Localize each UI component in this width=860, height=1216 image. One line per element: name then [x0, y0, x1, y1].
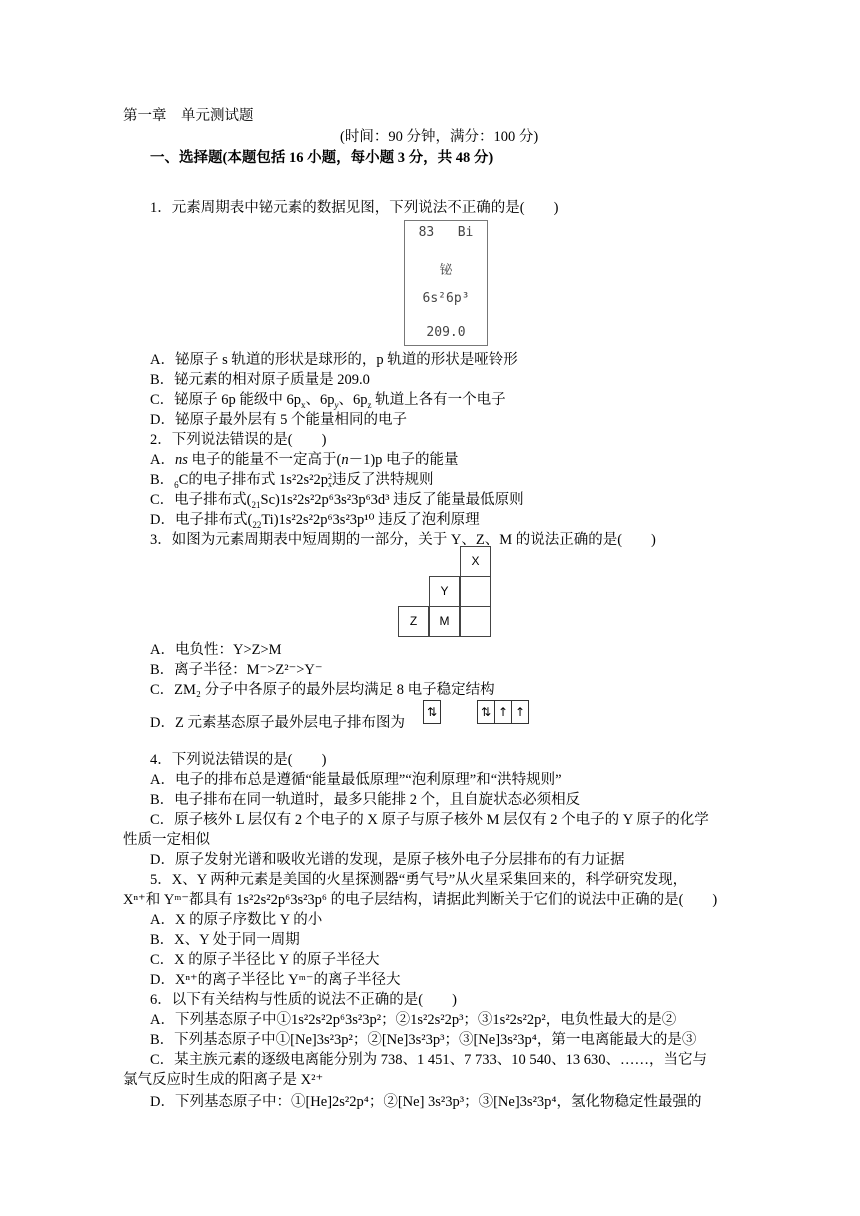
- q5-option-a: A．X 的原子序数比 Y 的小: [150, 912, 323, 928]
- cell-y: Y: [429, 576, 460, 607]
- q6-option-c-line2: 氯气反应时生成的阳离子是 X²⁺: [123, 1072, 324, 1088]
- q3-option-c: C．ZM₂ 分子中各原子的最外层均满足 8 电子稳定结构: [150, 682, 495, 698]
- bi-symbol: Bi: [457, 225, 474, 240]
- chapter-title: 第一章 单元测试题: [123, 108, 254, 124]
- q1-c-mid2: 、6p: [338, 392, 368, 408]
- q2-b-text: C的电子排布式 1s²2s²2p: [178, 472, 328, 488]
- q1-option-d: D．铋原子最外层有 5 个能量相同的电子: [150, 412, 407, 428]
- cell-m: M: [429, 606, 460, 637]
- q2-b-pre: B．: [150, 472, 175, 488]
- q1-c-mid1: 、6p: [305, 392, 335, 408]
- orbital-box-3s: ⇅: [426, 705, 438, 719]
- q2-a-n: n: [341, 452, 349, 468]
- q2-c-pre: C．电子排布式(: [150, 492, 252, 508]
- q4-option-b: B．电子排布在同一轨道时，最多只能排 2 个，且自旋状态必须相反: [150, 792, 581, 808]
- q1-option-a: A．铋原子 s 轨道的形状是球形的，p 轨道的形状是哑铃形: [150, 352, 518, 368]
- q1-option-b: B．铋元素的相对原子质量是 209.0: [150, 372, 370, 388]
- q2-option-b: B．$_6$C的电子排布式 1s²2s²2p2 x违反了洪特规则: [150, 471, 434, 490]
- q2-a-post: －1)p 电子的能量: [348, 452, 459, 468]
- q1-option-c: C．铋原子 6p 能级中 $6p_x$、$6p_y$、$6p_z$ 轨道上各有一个电子: [150, 392, 506, 410]
- q2-a-ns: ns: [174, 452, 188, 468]
- q2-stem: 2．下列说法错误的是( ): [150, 432, 327, 448]
- q4-stem: 4．下列说法错误的是( ): [150, 752, 327, 768]
- orbital-box-3p-1: ⇅: [478, 701, 495, 723]
- q2-option-a: [150, 450, 459, 470]
- q3-stem: 3．如图为元素周期表中短周期的一部分，关于 Y、Z、M 的说法正确的是( ): [150, 532, 656, 548]
- q5-stem-line2: Xⁿ⁺和 Yᵐ⁻都具有 1s²2s²2p⁶3s²3p⁶ 的电子层结构，请据此判断关于它们的说法中正确的是( ): [123, 892, 718, 908]
- bi-mass: 209.0: [426, 325, 466, 340]
- bi-number-symbol: [405, 225, 487, 240]
- q5-option-b: B．X、Y 处于同一周期: [150, 932, 300, 948]
- q2-option-d: D．电子排布式$(_{22}Ti)1s^22s^22p^63s^23p^{10}$ 违反了泡利原理: [150, 512, 480, 530]
- q3-option-d: D．Z 元素基态原子最外层电子排布图为: [150, 715, 405, 731]
- q4-option-c-line2: 性质一定相似: [123, 832, 210, 848]
- q6-option-a: A．下列基态原子中①1s²2s²2p⁶3s²3p²；②1s²2s²2p³；③1s²2s²2p²，电负性最大的是②: [150, 1012, 677, 1028]
- q5-option-c: C．X 的原子半径比 Y 的原子半径大: [150, 952, 380, 968]
- cell-empty-2: [460, 606, 491, 637]
- q5-stem-line1: 5．X、Y 两种元素是美国的火星探测器“勇气号”从火星采集回来的，科学研究发现，: [150, 872, 688, 888]
- q1-c-post: 轨道上各有一个电子: [375, 392, 506, 408]
- bi-atomic-number: 83: [418, 225, 435, 240]
- q6-option-c-line1: C．某主族元素的逐级电离能分别为 738、1 451、7 733、10 540、13 630、……，当它与: [150, 1052, 708, 1068]
- q6-stem: 6．以下有关结构与性质的说法不正确的是( ): [150, 992, 457, 1008]
- orbital-diagram-s: [423, 700, 441, 724]
- bi-config: 6s²6p³: [422, 291, 470, 306]
- q2-d-pre: D．电子排布式(: [150, 512, 253, 528]
- q6-option-b: B．下列基态原子中①[Ne]3s²3p²；②[Ne]3s²3p³；③[Ne]3s²3p⁴，第一电离能最大的是③: [150, 1032, 697, 1048]
- q2-c-text: Sc)1s²2s²2p⁶3s²3p⁶3d³ 违反了能量最低原则: [260, 492, 524, 508]
- section-heading: 一、选择题(本题包括 16 小题，每小题 3 分，共 48 分): [150, 150, 494, 166]
- q1-stem: 1．元素周期表中铋元素的数据见图，下列说法不正确的是( ): [150, 200, 559, 216]
- q6-option-d: D．下列基态原子中：①[He]2s²2p⁴；②[Ne] 3s²3p³；③[Ne]3s²3p⁴，氢化物稳定性最强的: [150, 1094, 702, 1110]
- q2-b-post: 违反了洪特规则: [331, 472, 434, 488]
- bi-name: 铋: [439, 263, 453, 278]
- q2-a-pre: A．: [150, 452, 175, 468]
- cell-x: X: [460, 546, 491, 577]
- q4-option-c-line1: C．原子核外 L 层仅有 2 个电子的 X 原子与原子核外 M 层仅有 2 个电子的 Y 原子的化学: [150, 812, 709, 828]
- q4-option-a: A．电子的排布总是遵循“能量最低原理”“泡利原理”和“洪特规则”: [150, 772, 562, 788]
- orbital-box-3p-3: ↑: [514, 705, 526, 719]
- cell-z: Z: [398, 606, 429, 637]
- q5-option-d: D．Xⁿ⁺的离子半径比 Yᵐ⁻的离子半径大: [150, 972, 401, 988]
- q3-option-b: B．离子半径：M⁻>Z²⁻>Y⁻: [150, 662, 323, 678]
- q2-option-c: C．电子排布式$(_{21}Sc)1s^22s^22p^63s^23p^63d^3$ 违反了能量最低原则: [150, 492, 524, 510]
- orbital-diagram-p: [477, 700, 529, 724]
- cell-empty-1: [460, 576, 491, 607]
- q1-c-pre: C．铋原子 6p 能级中 6p: [150, 392, 302, 408]
- orbital-box-3p-2: ↑: [495, 701, 512, 723]
- bismuth-element-card: [404, 220, 488, 346]
- q2-a-mid: 电子的能量不一定高于(: [187, 452, 342, 468]
- q3-option-a: A．电负性：Y>Z>M: [150, 642, 282, 658]
- q4-option-d: D．原子发射光谱和吸收光谱的发现，是原子核外电子分层排布的有力证据: [150, 852, 625, 868]
- q2-d-text: Ti)1s²2s²2p⁶3s²3p¹⁰ 违反了泡利原理: [261, 512, 480, 528]
- exam-time-info: (时间：90 分钟，满分：100 分): [340, 129, 539, 145]
